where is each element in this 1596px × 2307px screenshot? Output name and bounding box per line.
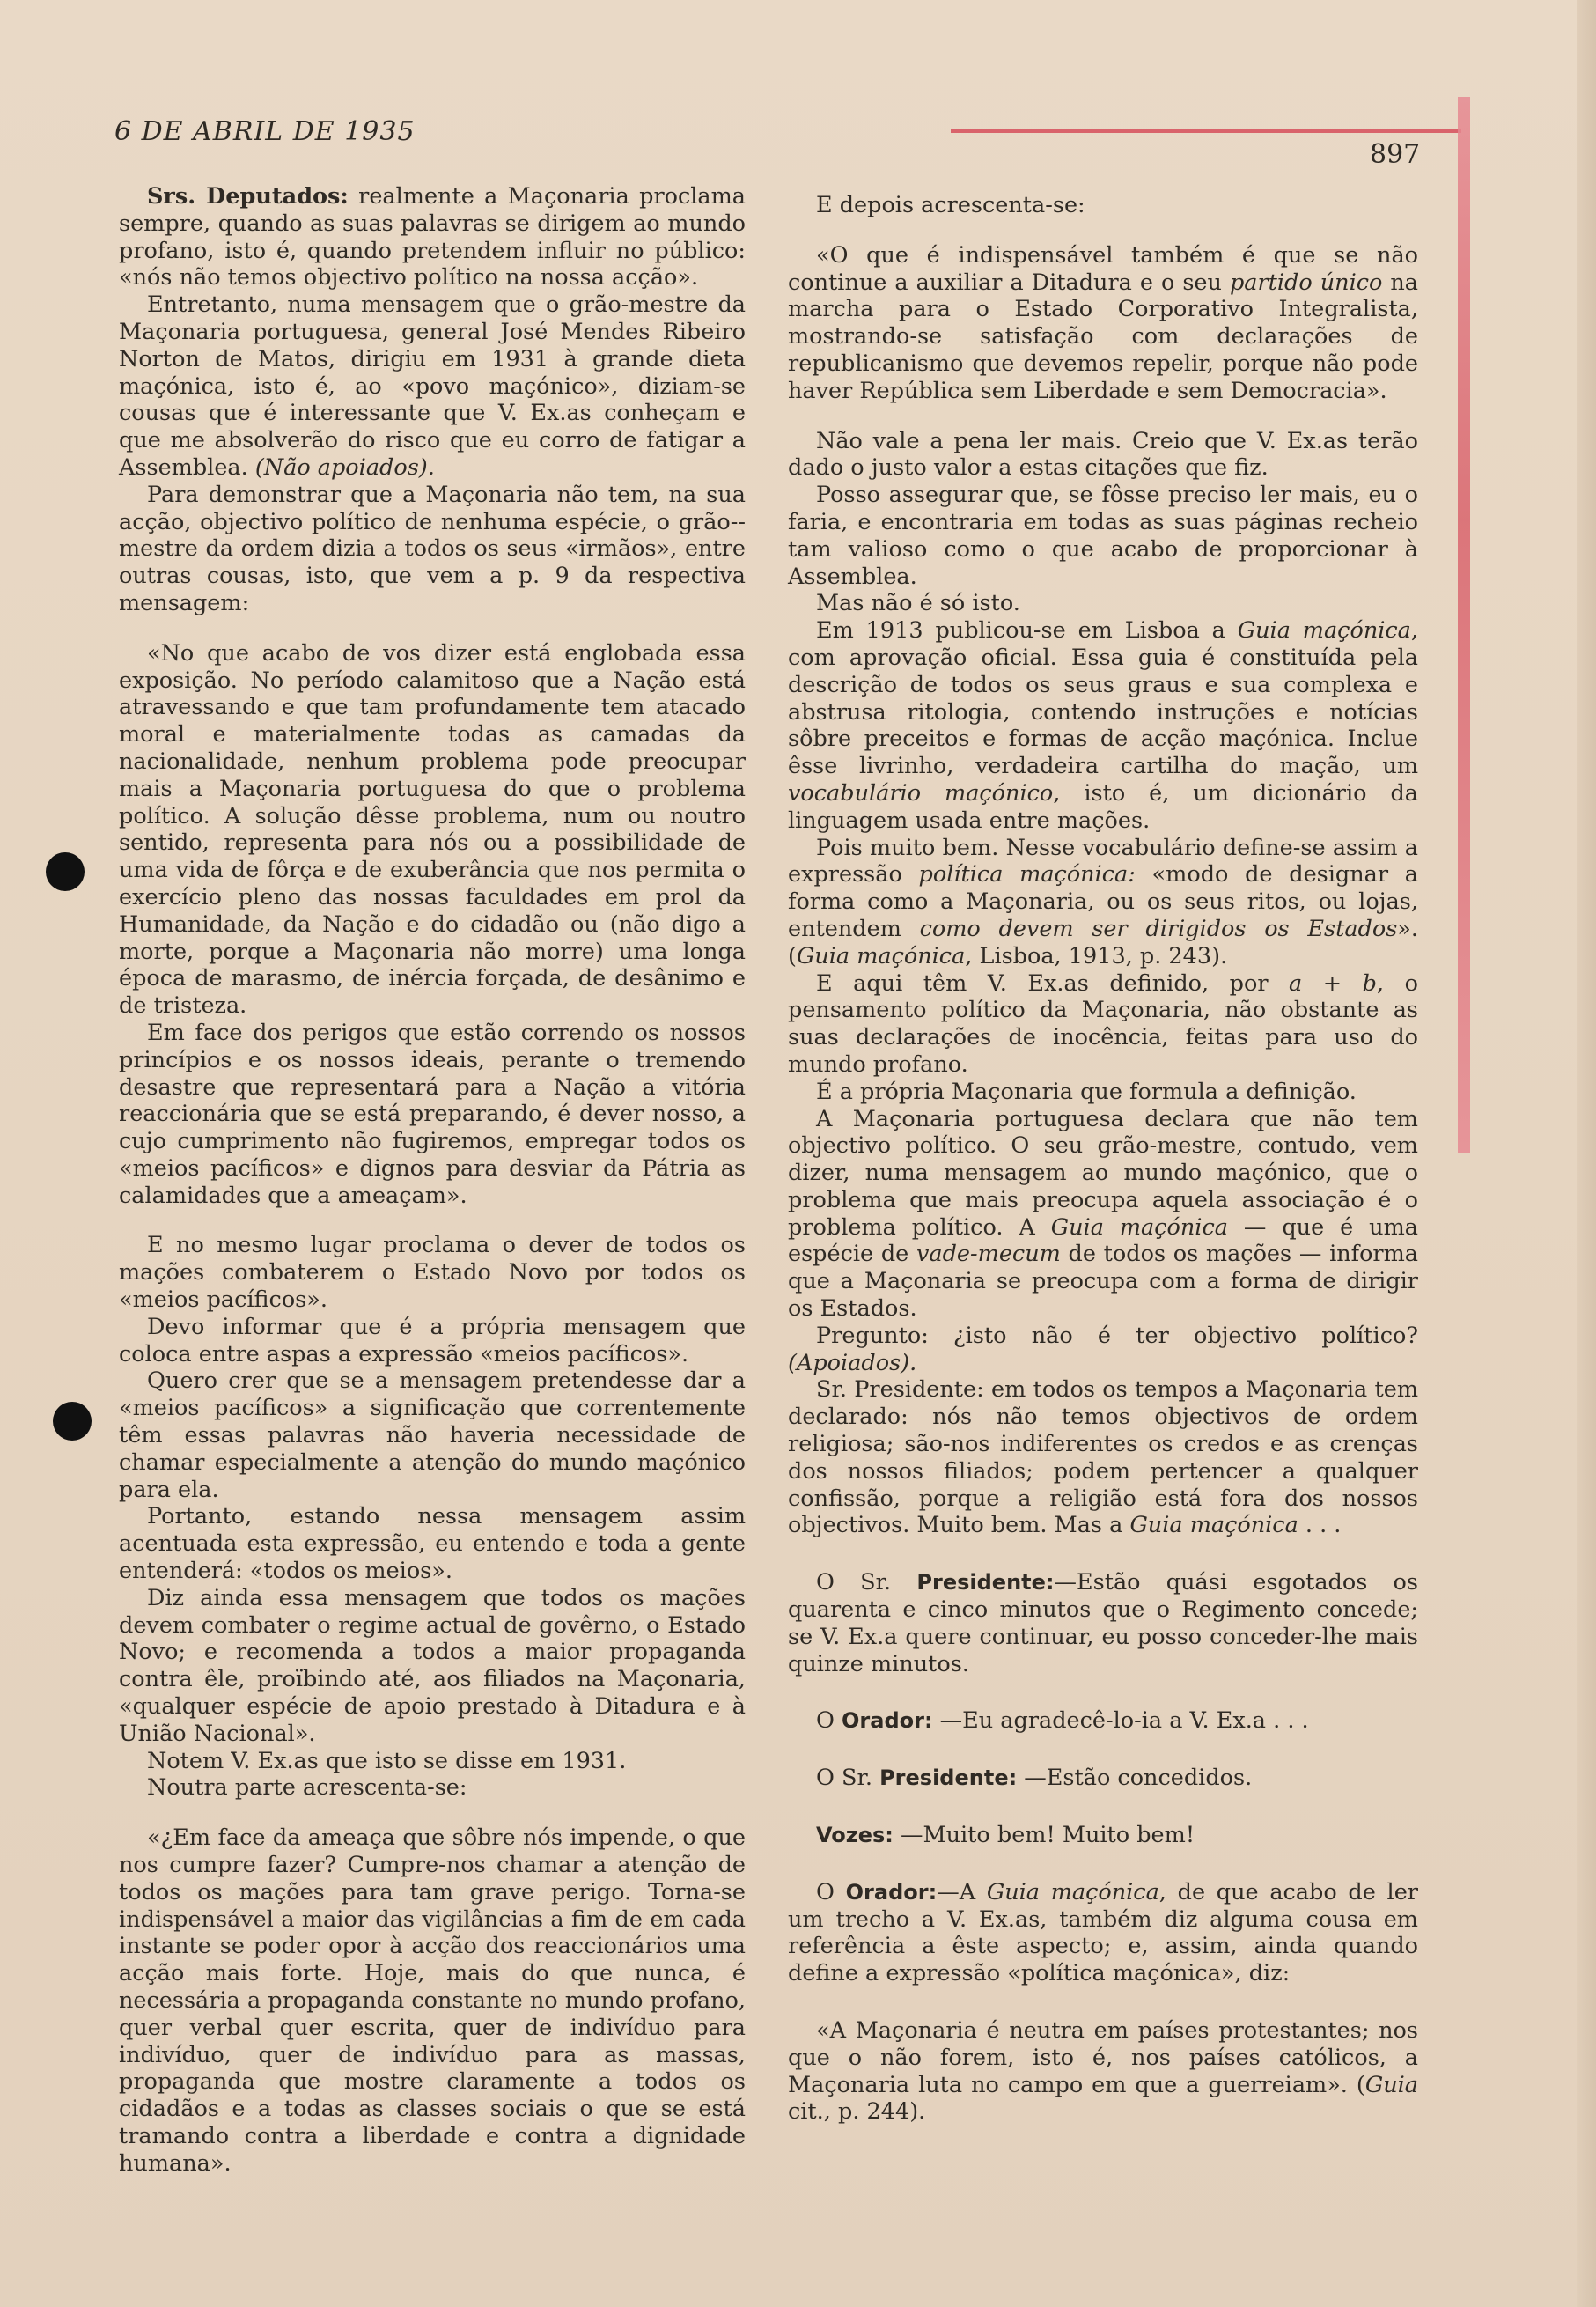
red-pencil-rule (951, 129, 1461, 133)
italic-text: vade-mecum (916, 1241, 1061, 1268)
paragraph: Mas não é só isto. (816, 590, 1020, 617)
text: , de que acabo de ler um trecho a V. Ex.as, também diz alguma cousa em referência a êste aspecto; e, assim, ainda quando define a expressão «política maçónica», diz: (788, 1878, 1418, 1987)
paragraph: É a própria Maçonaria que formula a definição. (816, 1078, 1357, 1105)
text: Pois muito bem. Nesse vocabulário define-se assim a expressão (788, 834, 1418, 888)
text: , com aprovação oficial. Essa guia é constituída pela descrição de todos os seus graus e sua complexa e abstrusa ritologia, contendo instruções e notícias sôbre preceitos e formas de acção maçónica. Inclue êsse livrinho, verdadeira cartilha do mação, um (788, 617, 1418, 780)
italic-text: Guia (1364, 2071, 1418, 2098)
speaker-name: Presidente: (879, 1765, 1018, 1791)
speech-orator (788, 1879, 1418, 1987)
paragraph: Não vale a pena ler mais. Creio que V. Ex.as terão dado o justo valor a estas citações que fiz. (788, 427, 1418, 482)
speech-president (788, 1765, 1418, 1792)
header-date: 6 DE ABRIL DE 1935 (114, 116, 416, 147)
text: —Eu agradecê-lo-ia a V. Ex.a . . . (932, 1707, 1309, 1735)
text: Em 1913 publicou-se em Lisboa a (816, 617, 1238, 645)
paragraph: Para demonstrar que a Maçonaria não tem, na sua acção, objectivo político de nenhuma espécie, o grão--mestre da ordem dizia a todos os seus «irmãos», entre outras cousas, isto, que vem a p. 9 da respectiva mensagem: (119, 481, 746, 616)
paragraph (119, 183, 746, 291)
text: O (816, 1878, 846, 1905)
text: cit., p. 244). (788, 2098, 926, 2126)
text: , Lisboa, 1913, p. 243). (965, 942, 1228, 969)
quotation (788, 2017, 1418, 2126)
italic-text: partido único (1229, 269, 1383, 296)
paragraph (788, 1106, 1418, 1323)
punch-hole-upper (46, 852, 85, 891)
quotation: Em face dos perigos que estão correndo os nossos princípios e os nossos ideais, perante o tremendo desastre que representará para a Nação a vitória reaccionária que se está preparando, é dever nosso, a cujo cumprimento não fugiremos, empregar todos os «meios pacíficos» e dignos para desviar da Pátria as calamidades que a ameaçam». (119, 1019, 746, 1209)
paragraph: Quero crer que se a mensagem pretendesse dar a «meios pacíficos» a significação que correntemente têm essas palavras não haveria necessidade de chamar especialmente a atenção do mundo maçónico para ela. (119, 1367, 746, 1503)
italic-text: política maçónica: (918, 861, 1136, 888)
text: ». ( (788, 915, 1418, 969)
italic-text: Guia maçónica (1050, 1213, 1228, 1241)
text: —A (937, 1878, 987, 1905)
punch-hole-lower (53, 1402, 92, 1441)
italic-text: como devem ser dirigidos os Estados (919, 915, 1398, 942)
quotation (788, 242, 1418, 405)
paragraph: E depois acrescenta-se: (816, 192, 1085, 218)
speech-president (788, 1569, 1418, 1677)
text: «A Maçonaria é neutra em países protestantes; nos que o não forem, isto é, nos países católicos, a Maçonaria luta no campo em que a guerreiam». ( (788, 2017, 1418, 2098)
italic-text: Guia maçónica (986, 1878, 1159, 1905)
page-number: 897 (1370, 139, 1421, 170)
text: , isto é, um dicionário da linguagem usada entre mações. (788, 779, 1418, 834)
red-margin-mark (1458, 97, 1470, 1154)
text: «O que é indispensável também é que se não continue a auxiliar a Ditadura e o seu (788, 241, 1418, 296)
paragraph: Noutra parte acrescenta-se: (147, 1774, 467, 1802)
text: —Muito bem! Muito bem! (893, 1822, 1195, 1849)
text: O (816, 1707, 842, 1735)
paragraph: Diz ainda essa mensagem que todos os mações devem combater o regime actual de govêrno, o Estado Novo; e recomenda a todos a maior propaganda contra êle, proïbindo até, aos filiados na Maçonaria, «qualquer espécie de apoio prestado à Ditadura e à União Nacional». (119, 1584, 746, 1747)
text: Pregunto: ¿isto não é ter objectivo político? (816, 1322, 1418, 1349)
speech-orator (788, 1707, 1418, 1735)
speaker-name: Vozes: (816, 1823, 894, 1848)
paragraph: E no mesmo lugar proclama o dever de todos os mações combaterem o Estado Novo por todos os «meios pacíficos». (119, 1232, 746, 1314)
paragraph-text: realmente a Maçonaria proclama sempre, quando as suas palavras se dirigem ao mundo profano, isto é, quando pretendem influir no público: «nós não temos objectivo político na nossa acção». (119, 183, 747, 291)
text: A Maçonaria portuguesa declara que não tem objectivo político. O seu grão-mestre, contudo, vem dizer, numa mensagem ao mundo maçónico, que o problema que mais preocupa aquela associação é o problema político. A (788, 1105, 1418, 1241)
paragraph-text: Entretanto, numa mensagem que o grão-mestre da Maçonaria portuguesa, general José Mendes Ribeiro Norton de Matos, dirigiu em 1931 à grande dieta maçónica, isto é, ao «povo maçónico», diziam-se cousas que é interessante que V. Ex.as conheçam e que me absolverão do risco que eu corro de fatigar a Assemblea. (119, 291, 746, 481)
text: E aqui têm V. Ex.as definido, por (816, 969, 1290, 997)
speaker-name: Presidente: (916, 1570, 1055, 1596)
italic-text: Guia maçónica (1237, 617, 1411, 645)
interjection: (Não apoiados). (254, 453, 435, 481)
text: . . . (1298, 1512, 1342, 1539)
italic-text: a + b (1289, 969, 1377, 997)
text: «modo de designar a forma como a Maçonaria, ou os seus ritos, ou lojas, entendem (788, 861, 1418, 942)
italic-text: vocabulário maçónico (788, 779, 1054, 807)
italic-text: Guia maçónica (796, 942, 966, 969)
text: O Sr. (816, 1765, 880, 1792)
left-column (119, 183, 746, 2178)
text: , o pensamento político da Maçonaria, não obstante as suas declarações de inocência, feitas para uso do mundo profano. (788, 969, 1418, 1078)
text: —Estão concedidos. (1017, 1765, 1253, 1792)
page-edge (1577, 0, 1596, 2307)
text: O Sr. (816, 1569, 917, 1596)
paragraph (788, 1323, 1418, 1377)
paragraph: Notem V. Ex.as que isto se disse em 1931. (147, 1747, 627, 1774)
quotation: «No que acabo de vos dizer está englobada essa exposição. No período calamitoso que a Nação está atravessando e que tam profundamente tem atacado moral e materialmente todas as camadas da nacionalidade, nenhum problema pode preocupar mais a Maçonaria portuguesa do que o problema político. A solução dêsse problema, num ou noutro sentido, representa para nós ou a possibilidade de uma vida de fôrça e de exuberância que nos permita o exercício pleno das nossas faculdades em prol da Humanidade, da Nação e do cidadão ou (não digo a morte, porque a Maçonaria não morre) uma longa época de marasmo, de inércia forçada, de desânimo e de tristeza. (119, 639, 746, 1020)
speech-voices (788, 1822, 1418, 1849)
paragraph (119, 291, 746, 482)
text: de todos os mações — informa que a Maçonaria se preocupa com a forma de dirigir os Estados. (788, 1241, 1419, 1323)
paragraph (788, 835, 1418, 970)
text: Sr. Presidente: em todos os tempos a Maçonaria tem declarado: nós não temos objectivos de ordem religiosa; são-nos indiferentes os credos e as crenças dos nossos filiados; podem pertencer a qualquer confissão, porque a religião está fora dos nossos objectivos. Muito bem. Mas a (788, 1376, 1418, 1539)
speaker-name: Orador: (845, 1879, 938, 1905)
paragraph (788, 617, 1418, 834)
paragraph: Portanto, estando nessa mensagem assim acentuada esta expressão, eu entendo e toda a gente entenderá: «todos os meios». (119, 1503, 746, 1585)
speaker-name: Orador: (842, 1708, 933, 1734)
right-column (788, 192, 1418, 2126)
quotation: «¿Em face da ameaça que sôbre nós impende, o que nos cumpre fazer? Cumpre-nos chamar a atenção de todos os mações para tam grave perigo. Torna-se indispensável a maior das vigilâncias a fim de em cada instante se poder opor à acção dos reaccionários uma acção mais forte. Hoje, mais do que nunca, é necessária a propaganda constante no mundo profano, quer verbal quer escrita, quer de indivíduo para indivíduo, quer de indivíduo para as massas, propaganda que mostre claramente a todos os cidadãos e a todas as classes sociais o que se está tramando contra a liberdade e contra a dignidade humana». (119, 1824, 746, 2177)
paragraph: Devo informar que é a própria mensagem que coloca entre aspas a expressão «meios pacíficos». (119, 1313, 746, 1367)
speaker-lead: Srs. Deputados: (147, 183, 349, 210)
paragraph (788, 1376, 1418, 1539)
paragraph: Posso assegurar que, se fôsse preciso ler mais, eu o faria, e encontraria em todas as suas páginas recheio tam valioso como o que acabo de proporcionar à Assemblea. (788, 482, 1418, 590)
italic-text: Guia maçónica (1129, 1512, 1298, 1539)
text: — que é uma espécie de (788, 1213, 1418, 1268)
paragraph (788, 970, 1418, 1079)
text: na marcha para o Estado Corporativo Integralista, mostrando-se satisfação com declarações de republicanismo que devemos repelir, porque não pode haver República sem Liberdade e sem Democracia». (788, 269, 1419, 404)
text: —Estão quási esgotados os quarenta e cinco minutos que o Regimento concede; se V. Ex.a quere continuar, eu posso conceder-lhe mais quinze minutos. (788, 1569, 1418, 1677)
interjection: (Apoiados). (788, 1349, 917, 1376)
